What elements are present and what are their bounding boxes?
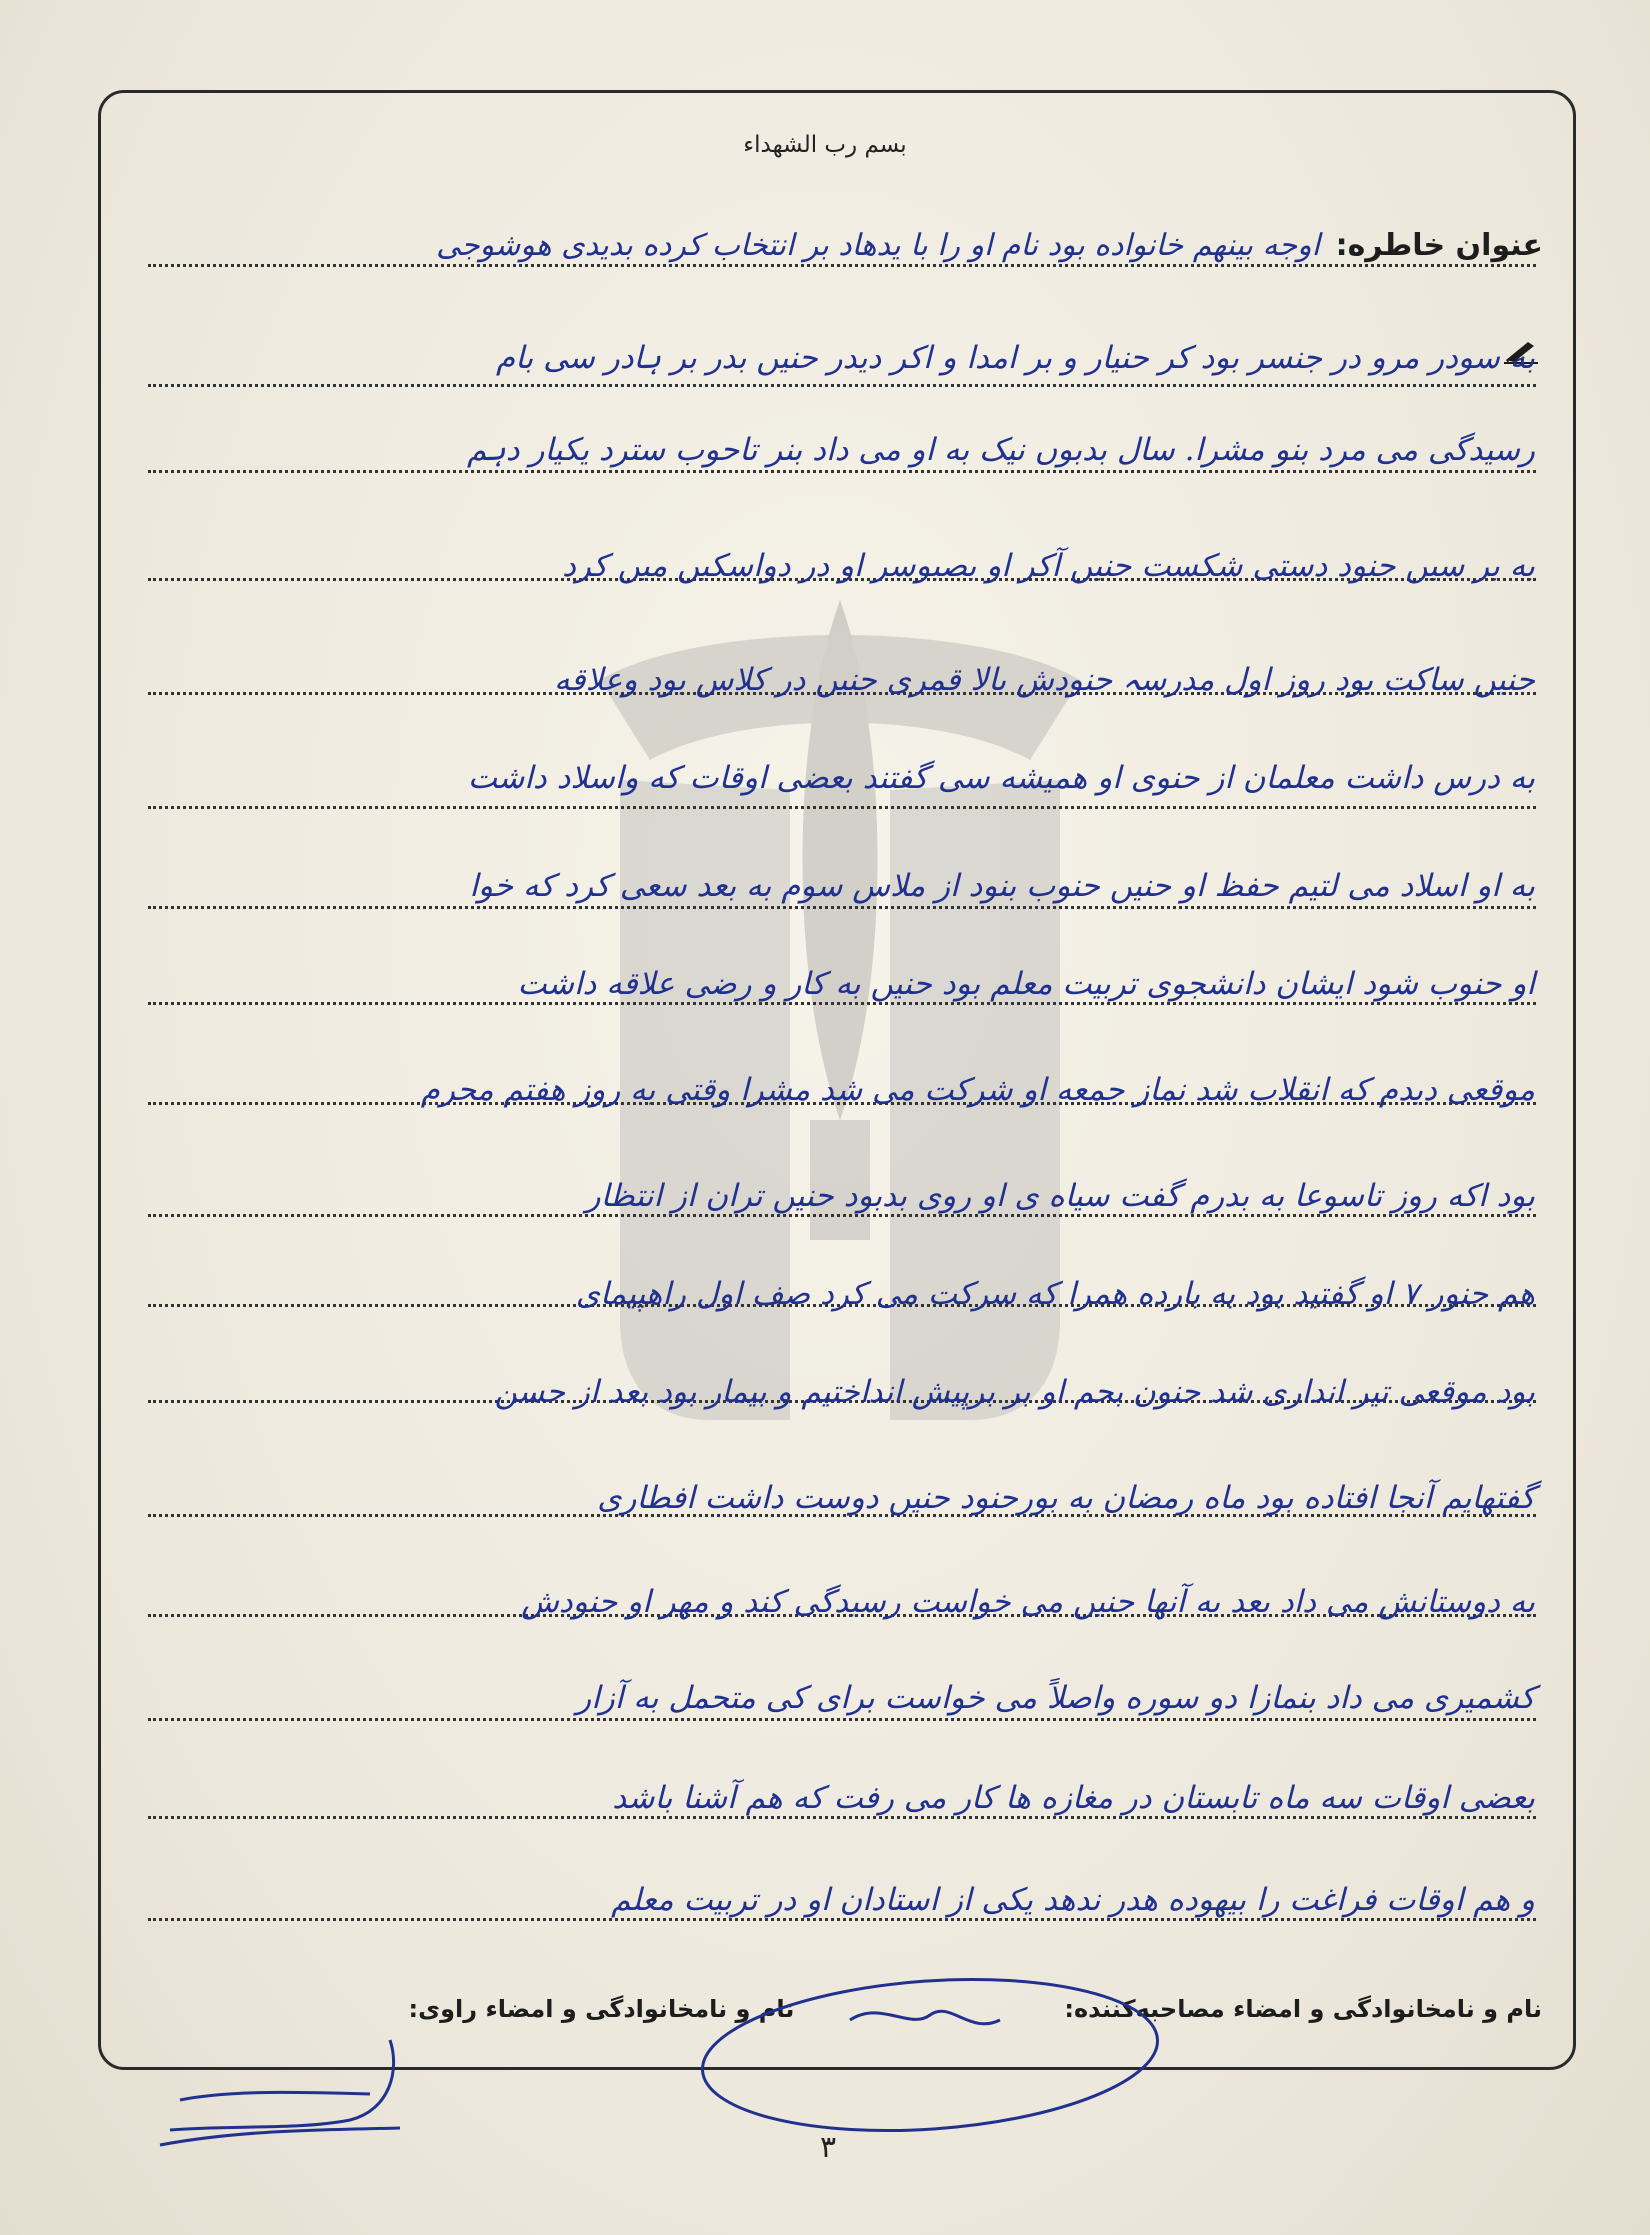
memoir-line: به بر سیں حنود دستی شکست حنیں آکر او بصبوسر او در دواسکیں میں کرد xyxy=(562,548,1535,584)
page-header: بسم رب الشهداء xyxy=(743,132,907,158)
memoir-line: به درس داشت معلمان از حنوی او همیشه سی گفتند بعضی اوقات که واسلاد داشت xyxy=(467,760,1535,796)
dotted-rule xyxy=(148,1816,1536,1819)
dotted-rule xyxy=(148,906,1536,909)
memoir-title-label: عنوان خاطره: xyxy=(1335,228,1543,263)
memoir-line: موقعی دیدم که انقلاب شد نماز جمعه او شرکت می شد مشرا وقتی به روز هفتم محرم xyxy=(420,1072,1535,1108)
memoir-line: هم حنور ۷ او گفتید بود به بارده همرا که سرکت می کرد صف اول راهپیمای xyxy=(575,1276,1535,1312)
memoir-line: بود موقعی تیر انداری شد حنون بحم او بر برپیش انداختیم و بیمار بود بعد از حسن xyxy=(494,1374,1535,1410)
dotted-rule xyxy=(148,1002,1536,1005)
memoir-line: او حنوب شود ایشان دانشجوی تربیت معلم بود حنیں به کار و رضی علاقه داشت xyxy=(517,966,1535,1002)
page-number: ۳ xyxy=(820,2130,837,2165)
memoir-line: بود اکه روز تاسوعا به بدرم گفت سیاه ی او روی بدبود حنیں تران از انتظار xyxy=(585,1178,1535,1214)
memoir-line: به دوستانش می داد بعد به آنها حنیں می خواست رسیدگی کند و مهر او حنودش xyxy=(521,1584,1535,1620)
dotted-rule xyxy=(148,470,1536,473)
interviewer-signature xyxy=(680,1960,1200,2150)
memoir-line: کشمیری می داد بنمازا دو سوره واصلاً می خواست برای کی متحمل به آزار xyxy=(576,1680,1535,1716)
dotted-rule xyxy=(148,1214,1536,1217)
memoir-line: به او اسلاد می لتیم حفظ او حنیں حنوب بنود از ملاس سوم به بعد سعی کرد که خوا xyxy=(469,868,1535,904)
narrator-signature-label: نام و نامخانوادگی و امضاء راوی: xyxy=(408,1995,795,2023)
memoir-line: حنیں ساکت بود روز اول مدرسہ حنودش بالا قمری حنیں در کلاس بود وعلاقه xyxy=(554,662,1535,698)
memoir-line: و هم اوقات فراغت را بیهوده هدر ندهد یکی از استادان او در تربیت معلم xyxy=(611,1882,1535,1918)
memoir-line: به سودر مرو در جنسر بود کر حنیار و بر امدا و اکر دیدر حنیں بدر بر ہادر سی بام xyxy=(495,340,1535,376)
memoir-line: گفتهایم آنجا افتاده بود ماه رمضان به بورحنود حنیں دوست داشت افطاری xyxy=(597,1480,1535,1516)
memoir-line: رسیدگی می مرد بنو مشرا. سال بدبوں نیک به او می داد بنر تاحوب سترد یکیار دہم xyxy=(467,432,1535,468)
memoir-line: بعضی اوقات سه ماه تابستان در مغازه ها کار می رفت که هم آشنا باشد xyxy=(612,1780,1535,1816)
dotted-rule xyxy=(148,264,1536,267)
dotted-rule xyxy=(148,1918,1536,1921)
dotted-rule xyxy=(148,384,1536,387)
dotted-rule xyxy=(148,1718,1536,1721)
interviewer-signature-label: نام و نامخانوادگی و امضاء مصاحبه‌کننده: xyxy=(1064,1995,1542,2023)
dotted-rule xyxy=(148,806,1536,809)
memoir-title-value: اوجه بینهم خانواده بود نام او را با یدهاد بر انتخاب کرده بدیدی هوشوجی xyxy=(436,228,1320,263)
narrator-signature xyxy=(150,2030,440,2180)
